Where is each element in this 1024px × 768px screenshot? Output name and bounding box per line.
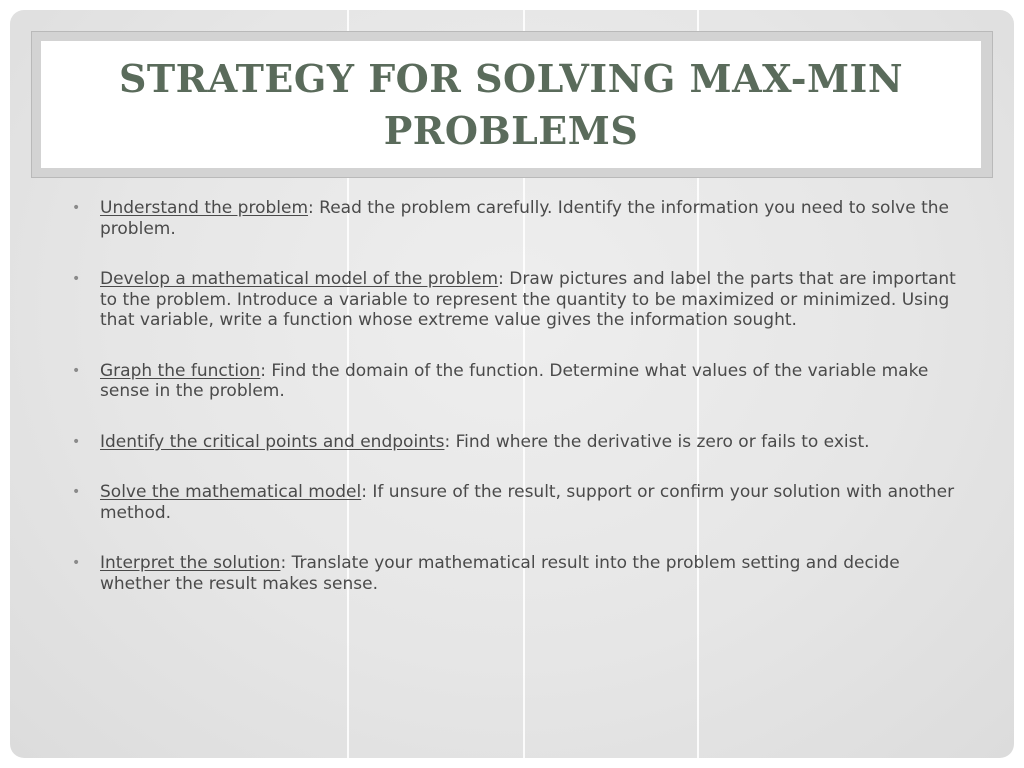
bullet-list: [72, 198, 964, 624]
bullet-text: : Draw pictures and label the parts that are important to the problem. Introduce a variable to represent the quantity to be maximized or minimized. Using that variable, write a function whose extreme value gives the information sought.: [100, 269, 956, 330]
bullet-term: Graph the function: [100, 360, 261, 381]
bullet-term: Develop a mathematical model of the problem: [100, 269, 499, 289]
bullet-text: : Find the domain of the function. Determine what values of the variable make sense in the problem.: [100, 360, 929, 401]
bullet-term: Interpret the solution: [100, 553, 281, 573]
bullet-item: [72, 432, 964, 453]
bullet-term: Identify the critical points and endpoints: [100, 431, 445, 452]
bullet-dot-icon: •: [72, 433, 81, 450]
bullet-text: : If unsure of the result, support or confirm your solution with another method.: [100, 482, 955, 523]
bullet-dot-icon: •: [72, 555, 81, 571]
title-box: [41, 41, 981, 168]
bullet-dot-icon: •: [72, 271, 81, 287]
slide: [10, 10, 1014, 758]
bullet-item: [72, 482, 964, 523]
bullet-text: : Translate your mathematical result into the problem setting and decide whether the result makes sense.: [100, 553, 900, 594]
bullet-item: [72, 553, 964, 594]
slide-title: STRATEGY FOR SOLVING MAX-MIN PROBLEMS: [118, 56, 904, 153]
bullet-dot-icon: •: [72, 200, 81, 216]
bullet-text: : Find where the derivative is zero or fails to exist.: [444, 431, 870, 452]
bullet-text: : Read the problem carefully. Identify the information you need to solve the problem.: [100, 198, 950, 239]
bullet-item: [72, 361, 964, 402]
bullet-term: Understand the problem: [100, 198, 309, 218]
bullet-item: [72, 198, 964, 239]
bullet-term: Solve the mathematical model: [100, 482, 362, 502]
bullet-dot-icon: •: [72, 362, 81, 379]
bullet-item: [72, 269, 964, 331]
bullet-dot-icon: •: [72, 484, 81, 500]
